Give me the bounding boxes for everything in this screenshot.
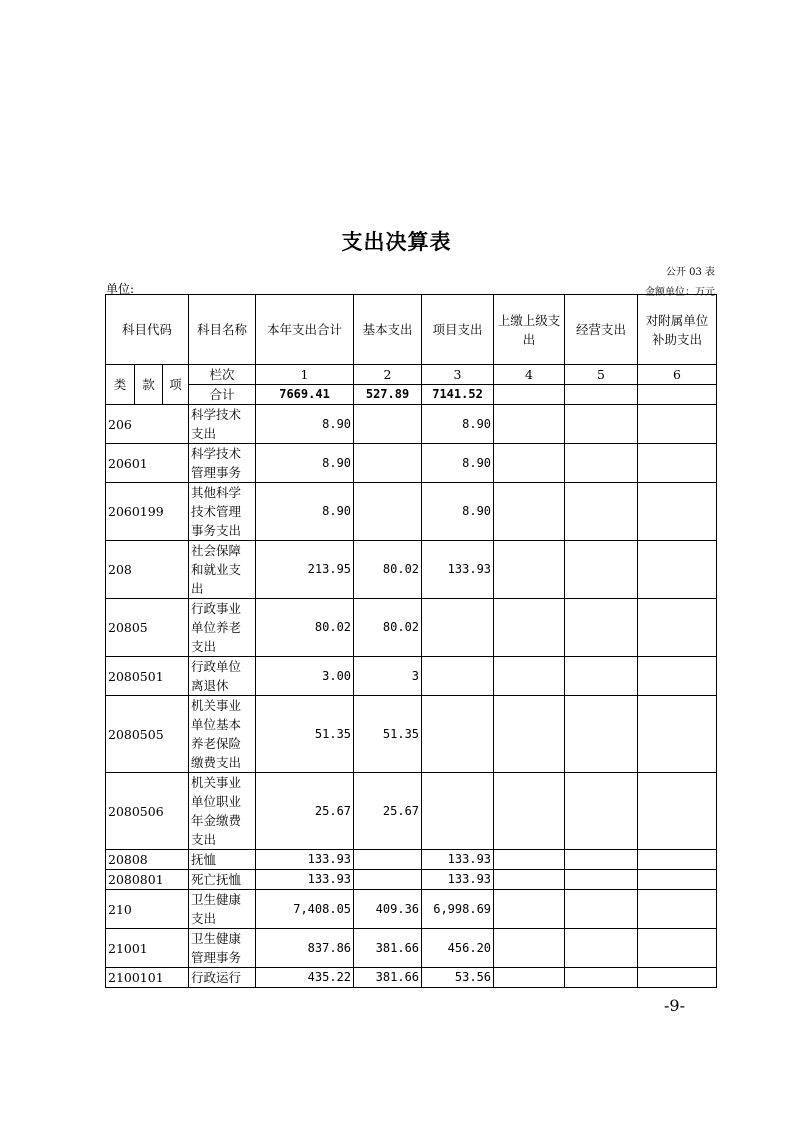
total-amount: 837.86 bbox=[256, 929, 354, 968]
total-amount: 213.95 bbox=[256, 541, 354, 599]
table-row bbox=[106, 696, 717, 773]
total-row-subsidy bbox=[638, 385, 717, 405]
total-row-total: 7669.41 bbox=[256, 385, 354, 405]
page-title: 支出决算表 bbox=[341, 230, 452, 254]
subsidy-amount bbox=[638, 773, 717, 850]
project-amount bbox=[422, 657, 494, 696]
upper-amount bbox=[494, 890, 565, 929]
unit-label: 单位: bbox=[106, 282, 135, 296]
business-amount bbox=[565, 444, 638, 483]
project-amount: 133.93 bbox=[422, 870, 494, 890]
col-index-2: 2 bbox=[354, 365, 422, 385]
business-amount bbox=[565, 541, 638, 599]
form-number: 公开 03 表 bbox=[665, 267, 715, 278]
total-row-upper bbox=[494, 385, 565, 405]
table-row bbox=[106, 929, 717, 968]
basic-amount bbox=[354, 870, 422, 890]
total-amount: 3.00 bbox=[256, 657, 354, 696]
upper-amount bbox=[494, 405, 565, 444]
total-row-business bbox=[565, 385, 638, 405]
upper-amount bbox=[494, 696, 565, 773]
project-amount: 8.90 bbox=[422, 405, 494, 444]
table-row bbox=[106, 773, 717, 850]
subject-name: 机关事业单位职业年金缴费支出 bbox=[189, 773, 256, 850]
basic-amount: 3 bbox=[354, 657, 422, 696]
basic-amount: 51.35 bbox=[354, 696, 422, 773]
subject-code: 208 bbox=[106, 541, 189, 599]
table-row bbox=[106, 541, 717, 599]
project-amount: 8.90 bbox=[422, 444, 494, 483]
table-row bbox=[106, 444, 717, 483]
total-row-basic: 527.89 bbox=[354, 385, 422, 405]
subject-name: 行政事业单位养老支出 bbox=[189, 599, 256, 657]
subject-name: 社会保障和就业支出 bbox=[189, 541, 256, 599]
subsidy-amount bbox=[638, 696, 717, 773]
project-amount: 6,998.69 bbox=[422, 890, 494, 929]
project-amount bbox=[422, 773, 494, 850]
basic-amount bbox=[354, 444, 422, 483]
upper-amount bbox=[494, 444, 565, 483]
subject-code: 2080501 bbox=[106, 657, 189, 696]
upper-amount bbox=[494, 773, 565, 850]
business-amount bbox=[565, 483, 638, 541]
total-amount: 435.22 bbox=[256, 968, 354, 988]
subject-code: 20805 bbox=[106, 599, 189, 657]
header-xiang: 项 bbox=[163, 365, 189, 405]
subject-name: 科学技术管理事务 bbox=[189, 444, 256, 483]
total-amount: 8.90 bbox=[256, 405, 354, 444]
page-number: -9- bbox=[664, 996, 685, 1015]
col-index-3: 3 bbox=[422, 365, 494, 385]
expenditure-table bbox=[105, 294, 717, 988]
total-amount: 8.90 bbox=[256, 483, 354, 541]
upper-amount bbox=[494, 483, 565, 541]
header-name: 科目名称 bbox=[189, 295, 256, 365]
subject-code: 206 bbox=[106, 405, 189, 444]
col-index-5: 5 bbox=[565, 365, 638, 385]
table-row bbox=[106, 483, 717, 541]
subsidy-amount bbox=[638, 929, 717, 968]
table-row bbox=[106, 890, 717, 929]
total-amount: 133.93 bbox=[256, 870, 354, 890]
business-amount bbox=[565, 599, 638, 657]
subsidy-amount bbox=[638, 483, 717, 541]
subsidy-amount bbox=[638, 850, 717, 870]
subject-name: 卫生健康支出 bbox=[189, 890, 256, 929]
subject-code: 210 bbox=[106, 890, 189, 929]
basic-amount bbox=[354, 483, 422, 541]
subject-code: 2080801 bbox=[106, 870, 189, 890]
subject-name: 其他科学技术管理事务支出 bbox=[189, 483, 256, 541]
col-index-4: 4 bbox=[494, 365, 565, 385]
upper-amount bbox=[494, 657, 565, 696]
project-amount bbox=[422, 599, 494, 657]
table-row bbox=[106, 850, 717, 870]
subject-name: 死亡抚恤 bbox=[189, 870, 256, 890]
subject-code: 2060199 bbox=[106, 483, 189, 541]
header-project: 项目支出 bbox=[422, 295, 494, 365]
table-row bbox=[106, 968, 717, 988]
project-amount bbox=[422, 696, 494, 773]
basic-amount bbox=[354, 850, 422, 870]
upper-amount bbox=[494, 850, 565, 870]
business-amount bbox=[565, 405, 638, 444]
basic-amount bbox=[354, 405, 422, 444]
subject-name: 抚恤 bbox=[189, 850, 256, 870]
basic-amount: 381.66 bbox=[354, 968, 422, 988]
header-upper: 上缴上级支出 bbox=[494, 295, 565, 365]
subject-name: 科学技术支出 bbox=[189, 405, 256, 444]
subsidy-amount bbox=[638, 405, 717, 444]
subject-code: 2080505 bbox=[106, 696, 189, 773]
total-amount: 25.67 bbox=[256, 773, 354, 850]
subsidy-amount bbox=[638, 890, 717, 929]
basic-amount: 80.02 bbox=[354, 541, 422, 599]
project-amount: 133.93 bbox=[422, 541, 494, 599]
upper-amount bbox=[494, 929, 565, 968]
header-basic: 基本支出 bbox=[354, 295, 422, 365]
project-amount: 133.93 bbox=[422, 850, 494, 870]
table-row bbox=[106, 657, 717, 696]
total-amount: 7,408.05 bbox=[256, 890, 354, 929]
header-kuan: 款 bbox=[135, 365, 163, 405]
subject-code: 2080506 bbox=[106, 773, 189, 850]
subsidy-amount bbox=[638, 968, 717, 988]
basic-amount: 381.66 bbox=[354, 929, 422, 968]
total-row-label: 合计 bbox=[189, 385, 256, 405]
upper-amount bbox=[494, 968, 565, 988]
subject-name: 机关事业单位基本养老保险缴费支出 bbox=[189, 696, 256, 773]
subsidy-amount bbox=[638, 541, 717, 599]
header-lanci: 栏次 bbox=[189, 365, 256, 385]
business-amount bbox=[565, 850, 638, 870]
amount-unit: 金额单位：万元 bbox=[645, 287, 715, 298]
col-index-6: 6 bbox=[638, 365, 717, 385]
project-amount: 456.20 bbox=[422, 929, 494, 968]
total-amount: 8.90 bbox=[256, 444, 354, 483]
subsidy-amount bbox=[638, 444, 717, 483]
business-amount bbox=[565, 773, 638, 850]
subject-name: 行政运行 bbox=[189, 968, 256, 988]
subject-name: 行政单位离退休 bbox=[189, 657, 256, 696]
basic-amount: 25.67 bbox=[354, 773, 422, 850]
upper-amount bbox=[494, 870, 565, 890]
business-amount bbox=[565, 890, 638, 929]
table-row bbox=[106, 405, 717, 444]
project-amount: 53.56 bbox=[422, 968, 494, 988]
header-code: 科目代码 bbox=[106, 295, 189, 365]
project-amount: 8.90 bbox=[422, 483, 494, 541]
upper-amount bbox=[494, 599, 565, 657]
business-amount bbox=[565, 870, 638, 890]
subsidy-amount bbox=[638, 870, 717, 890]
header-business: 经营支出 bbox=[565, 295, 638, 365]
subject-code: 20808 bbox=[106, 850, 189, 870]
header-total: 本年支出合计 bbox=[256, 295, 354, 365]
subject-name: 卫生健康管理事务 bbox=[189, 929, 256, 968]
business-amount bbox=[565, 657, 638, 696]
total-amount: 51.35 bbox=[256, 696, 354, 773]
subject-code: 21001 bbox=[106, 929, 189, 968]
subject-code: 20601 bbox=[106, 444, 189, 483]
subject-code: 2100101 bbox=[106, 968, 189, 988]
upper-amount bbox=[494, 541, 565, 599]
business-amount bbox=[565, 968, 638, 988]
header-lei: 类 bbox=[106, 365, 135, 405]
basic-amount: 80.02 bbox=[354, 599, 422, 657]
basic-amount: 409.36 bbox=[354, 890, 422, 929]
table-row bbox=[106, 599, 717, 657]
business-amount bbox=[565, 696, 638, 773]
col-index-1: 1 bbox=[256, 365, 354, 385]
total-amount: 133.93 bbox=[256, 850, 354, 870]
total-row-project: 7141.52 bbox=[422, 385, 494, 405]
table-row bbox=[106, 870, 717, 890]
total-amount: 80.02 bbox=[256, 599, 354, 657]
subsidy-amount bbox=[638, 599, 717, 657]
header-subsidy: 对附属单位补助支出 bbox=[638, 295, 717, 365]
subsidy-amount bbox=[638, 657, 717, 696]
business-amount bbox=[565, 929, 638, 968]
